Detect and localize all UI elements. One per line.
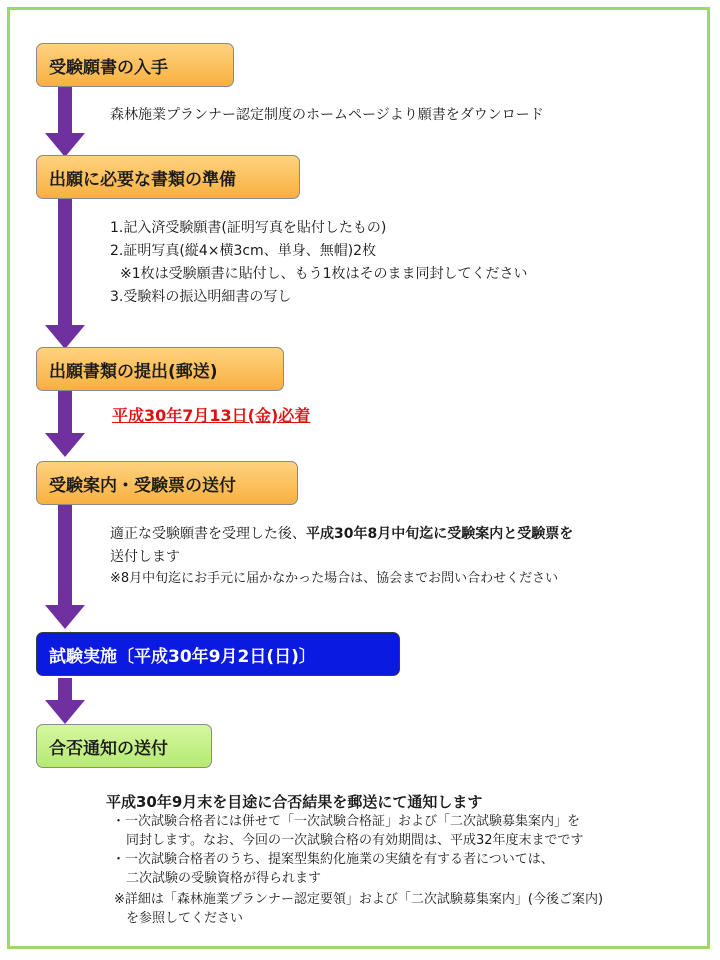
flow-arrow-2 — [58, 199, 72, 329]
step2-note: ※1枚は受験願書に貼付し、もう1枚はそのまま同封してください — [120, 266, 528, 282]
step-obtain-application: 受験願書の入手 — [36, 43, 234, 87]
step-submit-documents: 出願書類の提出(郵送) — [36, 347, 284, 391]
step6-line-4: 二次試験の受験資格が得られます — [126, 871, 322, 886]
step4-line1-b: 平成30年8月中旬迄に受験案内と受験票を — [306, 526, 574, 542]
step6-line-6: を参照してください — [126, 911, 244, 926]
step2-item-2: 2.証明写真(縦4×横3cm、単身、無帽)2枚 — [110, 243, 377, 259]
step1-description: 森林施業プランナー認定制度のホームページより願書をダウンロード — [110, 107, 544, 123]
step4-line1-a: 適正な受験願書を受理した後、 — [110, 526, 306, 542]
step6-headline: 平成30年9月末を目途に合否結果を郵送にて通知します — [106, 793, 483, 811]
flow-arrow-4 — [58, 505, 72, 609]
step6-line-3: ・一次試験合格者のうち、提案型集約化施業の実績を有する者については、 — [112, 852, 554, 867]
step-send-exam-ticket: 受験案内・受験票の送付 — [36, 461, 298, 505]
step-prepare-documents: 出願に必要な書類の準備 — [36, 155, 300, 199]
step4-line2: 送付します — [110, 549, 180, 565]
step6-line-1: ・一次試験合格者には併せて「一次試験合格証」および「二次試験募集案内」を — [112, 814, 581, 829]
flow-arrow-1 — [58, 87, 72, 137]
step-result-notice: 合否通知の送付 — [36, 724, 212, 768]
step-exam: 試験実施〔平成30年9月2日(日)〕 — [36, 632, 400, 676]
step6-line-5: ※詳細は「森林施業プランナー認定要領」および「二次試験募集案内」(今後ご案内) — [114, 892, 604, 907]
step4-line1 — [110, 523, 573, 545]
step2-item-1: 1.記入済受験願書(証明写真を貼付したもの) — [110, 220, 387, 236]
step4-note: ※8月中旬迄にお手元に届かなかった場合は、協会までお問い合わせください — [110, 571, 559, 586]
flow-arrow-5 — [58, 678, 72, 704]
step2-item-3: 3.受験料の振込明細書の写し — [110, 289, 292, 305]
step6-line-2: 同封します。なお、今回の一次試験合格の有効期間は、平成32年度末までです — [126, 833, 584, 848]
flow-arrow-3 — [58, 391, 72, 437]
submission-deadline: 平成30年7月13日(金)必着 — [112, 406, 311, 425]
